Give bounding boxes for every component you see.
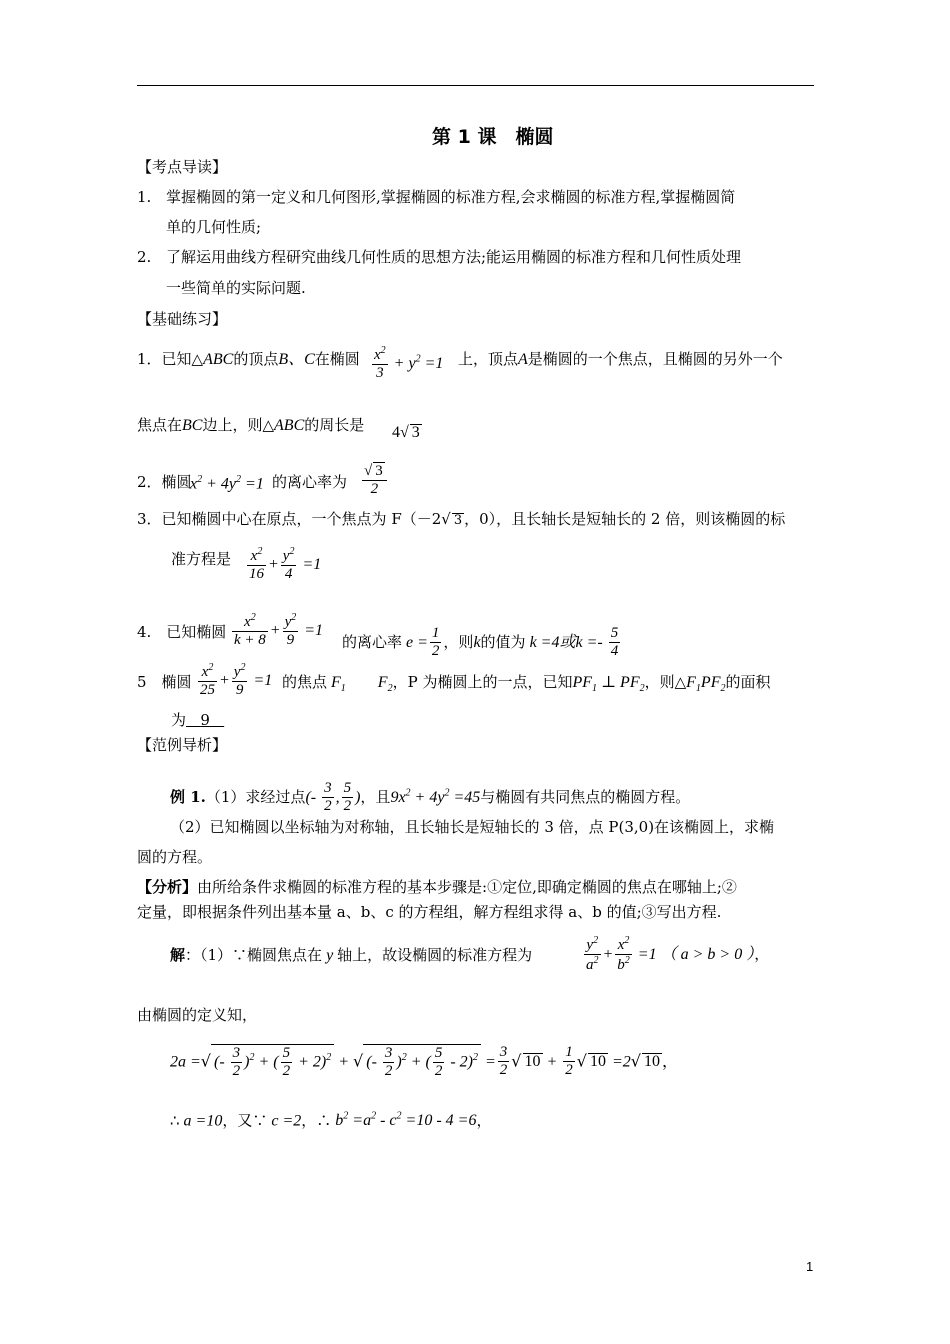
exercise-5-equation: $\frac{x^2}{25}$ + $\frac{y^2}{9}$ =1: [200, 662, 273, 699]
guide-item-1-line1: 掌握椭圆的第一定义和几何图形,掌握椭圆的标准方程,会求椭圆的标准方程,掌握椭圆简: [166, 188, 736, 206]
exercise-1-equation: $\frac{x^2}{3}$ + $y^2 =1$: [374, 345, 444, 382]
guide-item-1-line2: 单的几何性质;: [166, 218, 262, 236]
analysis-line1: 【分析】由所给条件求椭圆的标准方程的基本步骤是:①定位,即确定椭圆的焦点在哪轴上;②: [137, 878, 737, 896]
exercise-4-equation: $\frac{x^2}{k + 8}$ + $\frac{y^2}{9}$ =1: [234, 612, 324, 649]
solution-line: 解：（1）∵椭圆焦点在 y 轴上，故设椭圆的标准方程为: [170, 946, 533, 964]
exercise-3-line2: 准方程是: [171, 550, 232, 568]
exercise-2-rest: 的离心率为: [272, 473, 348, 491]
exercise-1-line2: 焦点在BC边上，则△ABC的周长是: [137, 416, 365, 434]
exercise-1-line1-rest: 上，顶点A是椭圆的一个焦点，且椭圆的另外一个: [458, 350, 783, 368]
exercise-2-line: 2．椭圆: [137, 473, 192, 491]
guide-item-2-num: 2.: [137, 248, 152, 266]
calc-line-1: 2a =√ (- $\frac{3}{2}$ )$^2$ + ( $\frac{5}{2}$ + 2)$^2$ + √ (- $\frac{3}{2}$ )$^2$ + ( $\frac{5}{2}$ - 2)$^2$ = $\frac{3}{2}$ √ 10 + $\frac{1}{2}$ √ 10 =2√ 10 ，: [170, 1044, 679, 1080]
exercise-3-line1: 3．已知椭圆中心在原点，一个焦点为 F（－2√ 3 ，0），且长轴长是短轴长的 2 倍，则该椭圆的标: [137, 510, 786, 528]
header-rule: [137, 85, 814, 86]
exercise-5-rest: 的焦点 $F_1$ $F_2$，P 为椭圆上的一点，已知$PF_1$ ⊥ $PF_2$，则$\triangle F_1PF_2$的面积: [282, 673, 771, 695]
example-1-part2-line2: 圆的方程。: [137, 848, 213, 866]
exercise-1-answer: 4√ 3: [392, 424, 420, 441]
exercise-3-answer: $\frac{x^2}{16}$ + $\frac{y^2}{4}$ =1: [249, 546, 322, 583]
page-title: 第 1 课 椭圆: [432, 126, 554, 148]
exercise-2-answer: $\frac{√ 3}{2}$: [360, 462, 389, 499]
section-basic: 【基础练习】: [137, 310, 228, 328]
exercise-5-line: 5 椭圆: [137, 673, 192, 691]
section-guide: 【考点导读】: [137, 158, 228, 176]
example-1-part2-line1: （2）已知椭圆以坐标轴为对称轴，且长轴长是短轴长的 3 倍，点 P(3,0)在该椭圆上，求椭: [170, 818, 775, 836]
page-number: 1: [806, 1259, 814, 1274]
exercise-5-line2: 为 9: [171, 711, 210, 729]
exercise-1-line1: 1．已知△ABC的顶点B、C在椭圆: [137, 350, 360, 368]
solution-equation: $\frac{y^2}{a^2}$ + $\frac{x^2}{b^2}$ =1 （ a > b > 0 ），: [586, 935, 770, 974]
section-examples: 【范例导析】: [137, 736, 228, 754]
definition-line: 由椭圆的定义知，: [137, 1006, 258, 1024]
exercise-4-line: 4. 已知椭圆: [137, 623, 227, 641]
guide-item-1-num: 1.: [137, 188, 152, 206]
calc-line-2: ∴ a =10，又∵ c =2，∴ $b^2 =a^2 - c^2 =10 - 4 =6$，: [170, 1111, 492, 1130]
example-1-part1: 例 1.（1）求经过点(- $\frac{3}{2}$ , $\frac{5}{2}$ )，且$9x^2 + 4y^2 =45$与椭圆有共同焦点的椭圆方程。: [170, 780, 691, 815]
exercise-2-equation: $x^2 + 4y^2 =1$: [190, 474, 264, 493]
guide-item-2-line1: 了解运用曲线方程研究曲线几何性质的思想方法;能运用椭圆的标准方程和几何性质处理: [166, 248, 742, 266]
exercise-4-rest: 的离心率 e = $\frac{1}{2}$ ，则k的值为 k =4或k =- $\frac{5}{4}$: [342, 625, 619, 660]
guide-item-2-line2: 一些简单的实际问题.: [166, 279, 306, 297]
analysis-line2: 定量，即根据条件列出基本量 a、b、c 的方程组，解方程组求得 a、b 的值;③写出方程.: [137, 903, 722, 921]
